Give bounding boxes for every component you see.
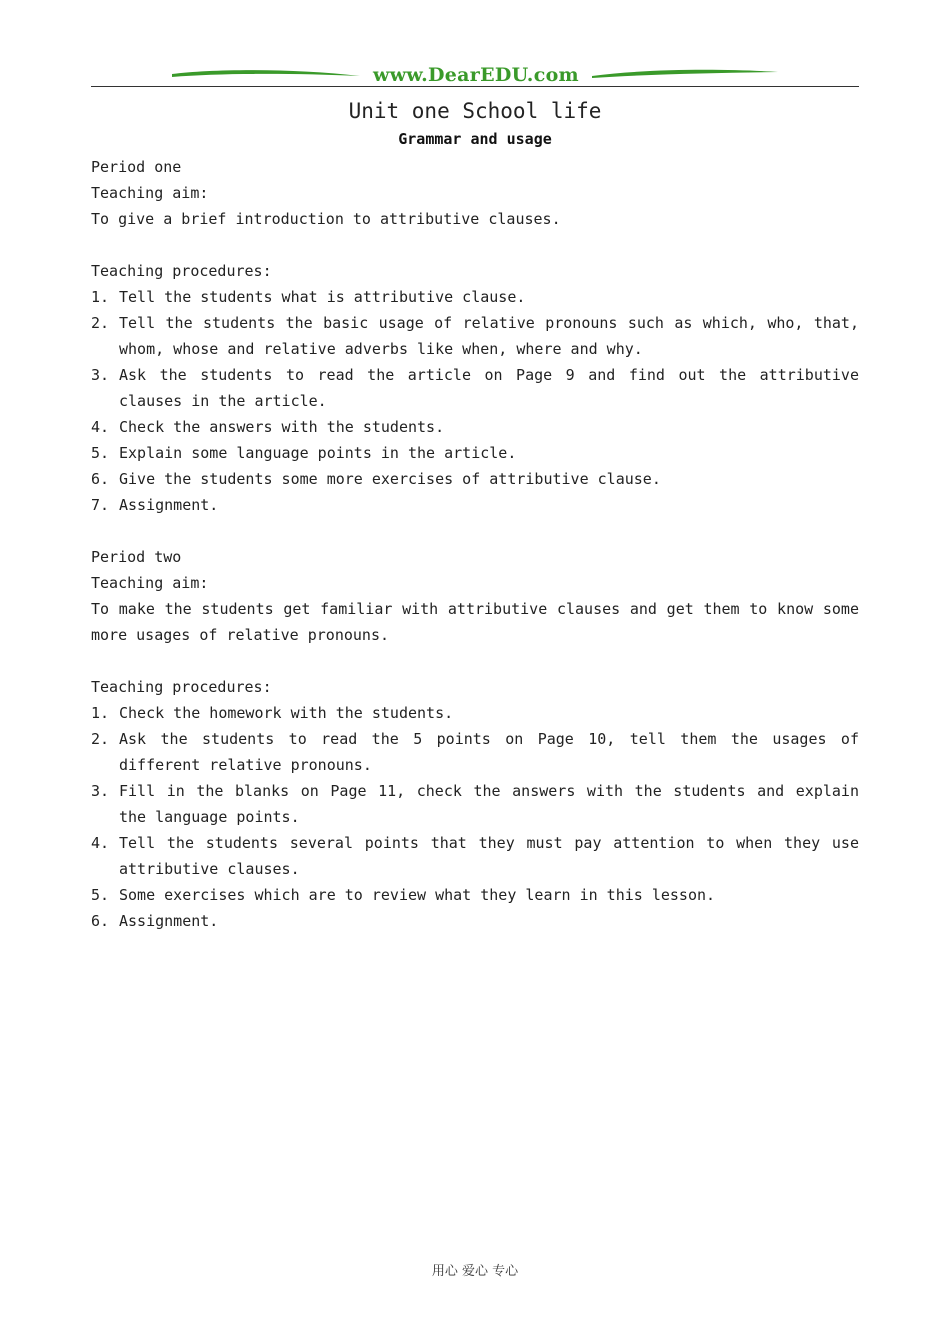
teaching-aim-text: To give a brief introduction to attributive clauses. xyxy=(91,210,561,228)
list-number: 1. xyxy=(91,704,110,722)
green-swoosh-left-icon xyxy=(172,68,360,80)
blank-line xyxy=(91,232,859,258)
list-number: 7. xyxy=(91,496,110,514)
blank-line xyxy=(91,518,859,544)
list-number: 4. xyxy=(91,834,110,852)
period-one-section xyxy=(91,154,859,518)
teaching-aim-label: Teaching aim: xyxy=(91,574,209,592)
list-item-text: Ask the students to read the article on Page 9 and find out the attributive clauses in the article. xyxy=(119,366,859,410)
list-number: 5. xyxy=(91,444,110,462)
list-item xyxy=(91,466,859,492)
green-swoosh-right-icon xyxy=(592,68,778,80)
list-item xyxy=(91,310,859,362)
list-item xyxy=(91,908,859,934)
list-number: 6. xyxy=(91,912,110,930)
procedures-label: Teaching procedures: xyxy=(91,262,272,280)
list-item-text: Ask the students to read the 5 points on Page 10, tell them the usages of different relative pronouns. xyxy=(119,730,859,774)
period-heading: Period one xyxy=(91,158,182,176)
list-item xyxy=(91,726,859,778)
teaching-aim-label: Teaching aim: xyxy=(91,184,209,202)
list-number: 2. xyxy=(91,730,110,748)
list-item-text: Tell the students what is attributive clause. xyxy=(119,288,526,306)
header-divider xyxy=(91,86,859,87)
list-number: 1. xyxy=(91,288,110,306)
list-item-text: Fill in the blanks on Page 11, check the answers with the students and explain the language points. xyxy=(119,782,859,826)
list-item-text: Check the homework with the students. xyxy=(119,704,454,722)
list-item-text: Assignment. xyxy=(119,496,219,514)
list-item xyxy=(91,700,859,726)
list-number: 2. xyxy=(91,314,110,332)
list-number: 4. xyxy=(91,418,110,436)
page-title: Unit one School life xyxy=(348,99,602,123)
page-footer: 用心 爱心 专心 xyxy=(431,1264,519,1279)
list-item xyxy=(91,284,859,310)
page-subtitle: Grammar and usage xyxy=(398,130,552,148)
document-body xyxy=(91,154,859,934)
list-item xyxy=(91,362,859,414)
list-item xyxy=(91,440,859,466)
list-item xyxy=(91,492,859,518)
list-number: 5. xyxy=(91,886,110,904)
list-item xyxy=(91,830,859,882)
list-item xyxy=(91,778,859,830)
period-heading: Period two xyxy=(91,548,182,566)
list-item xyxy=(91,414,859,440)
list-item-text: Check the answers with the students. xyxy=(119,418,445,436)
list-number: 3. xyxy=(91,366,110,384)
list-item-text: Tell the students the basic usage of relative pronouns such as which, who, that, whom, whose and relative adverbs like when, where and why. xyxy=(119,314,859,358)
site-logo: www.DearEDU.com xyxy=(373,64,579,86)
list-item-text: Some exercises which are to review what they learn in this lesson. xyxy=(119,886,716,904)
list-item-text: Assignment. xyxy=(119,912,219,930)
list-item xyxy=(91,882,859,908)
list-item-text: Tell the students several points that they must pay attention to when they use attributive clauses. xyxy=(119,834,859,878)
period-two-section xyxy=(91,544,859,934)
list-item-text: Give the students some more exercises of attributive clause. xyxy=(119,470,661,488)
teaching-aim-text: To make the students get familiar with attributive clauses and get them to know some more usages of relative pronouns. xyxy=(91,600,859,644)
list-item-text: Explain some language points in the article. xyxy=(119,444,517,462)
procedures-label: Teaching procedures: xyxy=(91,678,272,696)
blank-line xyxy=(91,648,859,674)
list-number: 3. xyxy=(91,782,110,800)
list-number: 6. xyxy=(91,470,110,488)
